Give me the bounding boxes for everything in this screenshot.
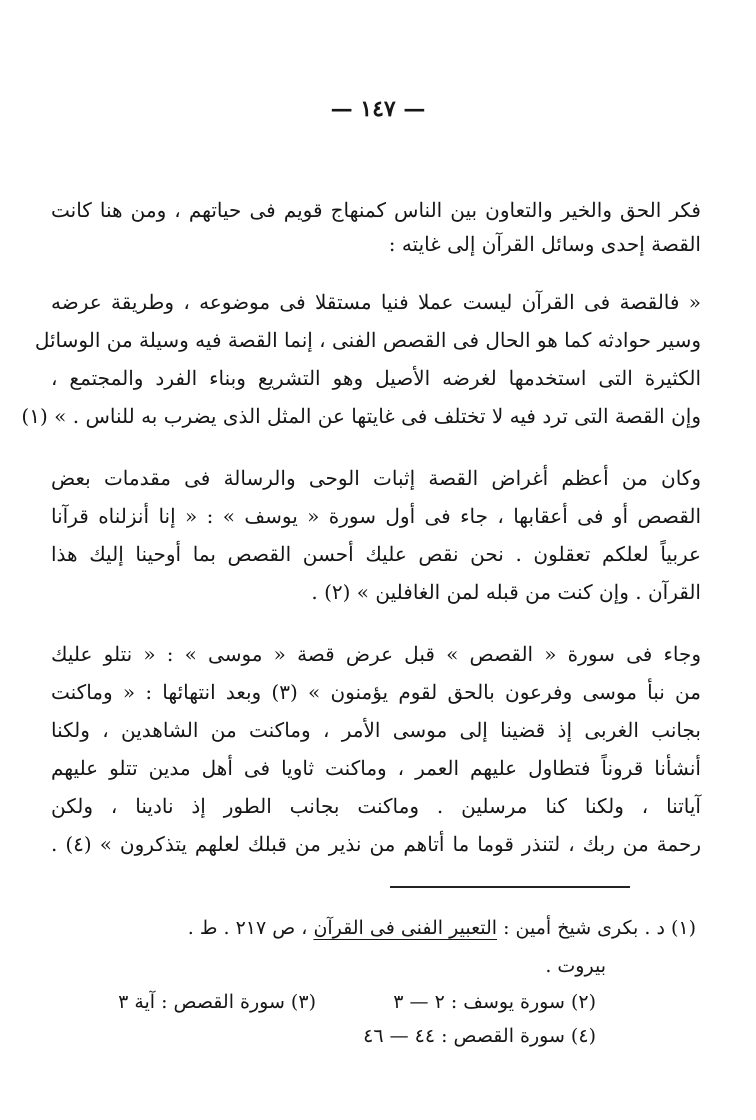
footnote-1-suffix: ، ص ٢١٧ . ط . [187, 917, 308, 939]
text-line: القصص أو فى أعقابها ، جاء فى أول سورة « يوسف » : « إنا أنزلناه قرآنا [51, 504, 701, 528]
text-line: وإن القصة التى ترد فيه لا تختلف فى غايتها عن المثل الذى يضرب به للناس . » (١) [21, 404, 701, 428]
text-line: وكان من أعظم أغراض القصة إثبات الوحى والرسالة فى مقدمات بعض [51, 466, 701, 490]
footnote-divider [390, 886, 630, 888]
text-line: عربياً لعلكم تعقلون . نحن نقص عليك أحسن القصص بما أوحينا إليك هذا [51, 542, 701, 566]
text-line: آياتنا ، ولكنا كنا مرسلين . وماكنت بجانب الطور إذ نادينا ، ولكن [51, 794, 701, 818]
text-line: « فالقصة فى القرآن ليست عملا فنيا مستقلا فى موضوعه ، وطريقة عرضه [51, 290, 701, 314]
text-line: القصة إحدى وسائل القرآن إلى غايته : [388, 232, 701, 256]
text-line: فكر الحق والخير والتعاون بين الناس كمنهاج قويم فى حياتهم ، ومن هنا كانت [51, 198, 701, 222]
text-line: من نبأ موسى وفرعون بالحق لقوم يؤمنون » (٣) وبعد انتهائها : « وماكنت [51, 680, 701, 704]
text-line: رحمة من ربك ، لتنذر قوما ما أتاهم من نذير من قبلك لعلهم يتذكرون » (٤) . [51, 832, 701, 856]
footnote-4: (٤) سورة القصص : ٤٤ — ٤٦ [363, 1025, 596, 1047]
page-number: — ١٤٧ — [330, 96, 426, 122]
text-line: أنشأنا قروناً فتطاول عليهم العمر ، وماكنت ثاويا فى أهل مدين تتلو عليهم [51, 756, 701, 780]
footnote-1-prefix: (١) د . بكرى شيخ أمين : [503, 917, 696, 939]
footnote-1 [188, 912, 696, 944]
text-line: القرآن . وإن كنت من قبله لمن الغافلين » (٢) . [311, 580, 701, 604]
text-line: وسير حوادثه كما هو الحال فى القصص الفنى ، إنما القصة فيه وسيلة من الوسائل [34, 328, 701, 352]
footnote-2: (٢) سورة يوسف : ٢ — ٣ [393, 991, 596, 1013]
text-line: الكثيرة التى استخدمها لغرضه الأصيل وهو التشريع وبناء الفرد والمجتمع ، [51, 366, 701, 390]
text-line: بجانب الغربى إذ قضينا إلى موسى الأمر ، وماكنت من الشاهدين ، ولكنا [51, 718, 701, 742]
footnote-1-title: التعبير الفنى فى القرآن [313, 917, 498, 939]
footnote-1-continuation: بيروت . [545, 955, 606, 977]
text-line: وجاء فى سورة « القصص » قبل عرض قصة « موسى » : « نتلو عليك [51, 642, 701, 666]
footnote-3: (٣) سورة القصص : آية ٣ [118, 991, 316, 1013]
